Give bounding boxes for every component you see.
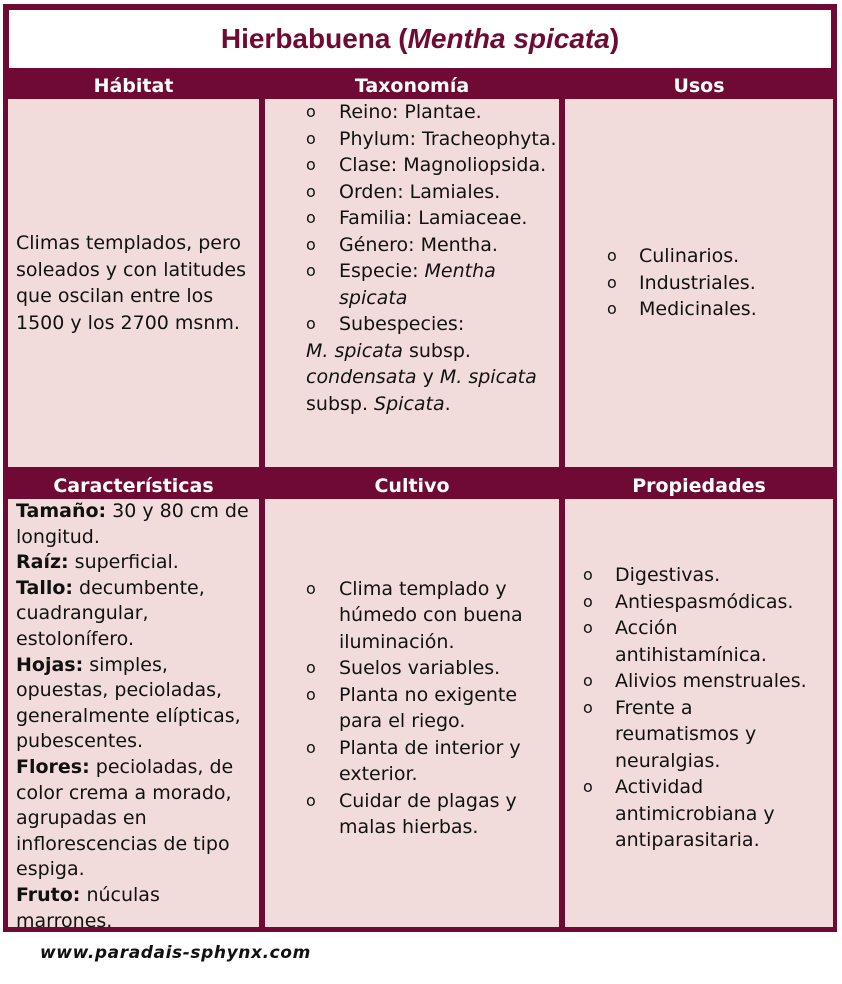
list-item: o Alivios menstruales.	[565, 668, 815, 695]
list-item: o Clase: Magnoliopsida.	[265, 152, 559, 179]
caracteristica-flores	[16, 755, 255, 883]
cell-habitat	[8, 99, 259, 467]
caracteristica-tamano	[16, 499, 255, 550]
sub2-epithet: Spicata	[374, 392, 445, 415]
caracteristica-hojas	[16, 653, 255, 755]
cell-cultivo	[265, 499, 559, 927]
header-caracteristicas: Características	[53, 475, 214, 497]
tamano-label: Tamaño:	[16, 500, 107, 522]
title-close-paren: )	[609, 23, 620, 54]
title-bar	[9, 10, 831, 68]
caracteristica-tallo	[16, 576, 255, 653]
caracteristica-fruto	[16, 883, 255, 927]
header-propiedades: Propiedades	[632, 475, 766, 497]
fruto-text: núculas marrones.	[16, 883, 160, 927]
header-taxonomia: Taxonomía	[354, 75, 470, 97]
list-item: o Género: Mentha.	[265, 232, 559, 259]
cell-caracteristicas	[8, 499, 259, 927]
cultivo-list	[265, 576, 539, 841]
sub1-epithet: condensata	[306, 366, 417, 388]
header-usos: Usos	[673, 75, 725, 97]
caracteristica-raiz	[16, 550, 255, 576]
taxonomia-list	[265, 99, 559, 338]
info-table	[3, 4, 837, 932]
sub1-mid: subsp.	[402, 339, 471, 362]
sub2-end: .	[444, 392, 451, 415]
cell-propiedades	[565, 499, 833, 927]
list-item: o Culinarios.	[565, 243, 827, 270]
especie-value: Mentha spicata	[339, 260, 496, 309]
tallo-text: decumbente, cuadrangular, estolonífero.	[16, 576, 205, 650]
raiz-label: Raíz:	[16, 551, 69, 574]
flores-label: Flores:	[16, 755, 90, 778]
hojas-text: simples, opuestas, pecioladas, generalmente elípticas, pubescentes.	[16, 653, 241, 753]
list-item: o Clima templado y húmedo con buena iluminación.	[265, 576, 539, 656]
tallo-label: Tallo:	[16, 576, 74, 599]
list-item: o Planta no exigente para el riego.	[265, 682, 539, 735]
propiedades-list	[565, 562, 815, 854]
header-cultivo: Cultivo	[374, 475, 450, 497]
flores-text: pecioladas, de color crema a morado, agrupadas en inflorescencias de tipo espiga.	[16, 755, 234, 881]
fruto-label: Fruto:	[16, 883, 81, 906]
usos-list	[565, 243, 827, 323]
list-item: o Digestivas.	[565, 562, 815, 589]
list-item: o Cuidar de plagas y malas hierbas.	[265, 788, 539, 841]
subespecies-detail	[265, 338, 559, 418]
list-item: o Phylum: Tracheophyta.	[265, 126, 559, 153]
list-item: o Suelos variables.	[265, 655, 539, 682]
list-item: o Industriales.	[565, 270, 827, 297]
sub-and: y	[416, 366, 440, 388]
title-common-name: Hierbabuena (	[220, 23, 408, 54]
sub2-mid: subsp.	[306, 392, 375, 415]
sub2-name: M. spicata	[439, 366, 537, 388]
list-item	[265, 258, 559, 311]
list-item: o Reino: Plantae.	[265, 99, 559, 126]
list-item: o Acción antihistamínica.	[565, 615, 815, 668]
especie-label: Especie:	[339, 260, 425, 282]
list-item: o Frente a reumatismos y neuralgias.	[565, 695, 815, 775]
cell-usos	[565, 99, 833, 467]
list-item: o Antiespasmódicas.	[565, 589, 815, 616]
list-item: o Planta de interior y exterior.	[265, 735, 539, 788]
page-title	[221, 23, 619, 55]
list-item: o Orden: Lamiales.	[265, 179, 559, 206]
list-item: o Medicinales.	[565, 296, 827, 323]
sub1-name: M. spicata	[306, 339, 403, 362]
header-habitat: Hábitat	[93, 75, 174, 97]
hojas-label: Hojas:	[16, 653, 84, 676]
list-item: o Actividad antimicrobiana y antiparasitaria.	[565, 774, 815, 854]
list-item: o Familia: Lamiaceae.	[265, 205, 559, 232]
footer-url: www.paradais-sphynx.com	[40, 943, 311, 963]
habitat-text: Climas templados, pero soleados y con latitudes que oscilan entre los 1500 y los 2700 msnm.	[16, 232, 246, 334]
cell-taxonomia	[265, 99, 559, 467]
tamano-text: 30 y 80 cm de longitud.	[16, 500, 249, 548]
list-item: o Subespecies:	[265, 311, 559, 338]
raiz-text: superficial.	[68, 551, 179, 574]
title-scientific-name: Mentha spicata	[407, 23, 610, 54]
